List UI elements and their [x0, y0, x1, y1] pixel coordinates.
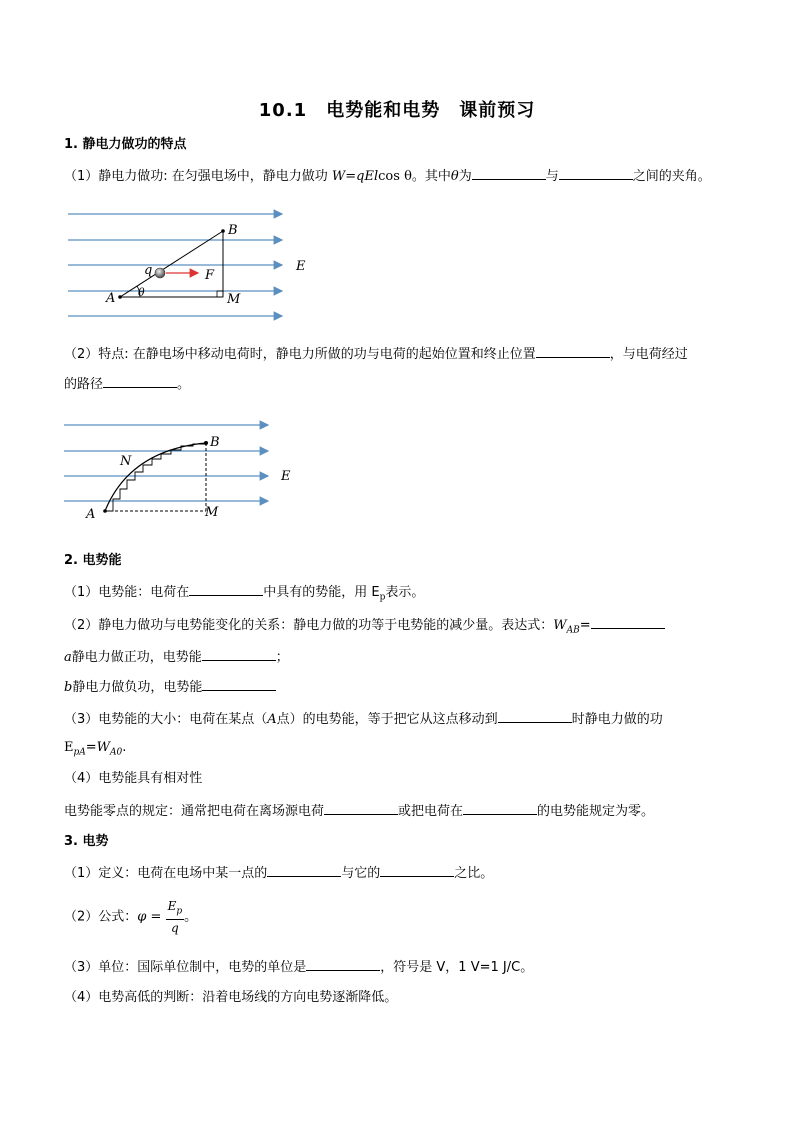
- s2-item-a: a静电力做正功，电势能 ；: [64, 646, 289, 668]
- s1-item-1: （1）静电力做功: 在匀强电场中，静电力做功 W=qElcos θ。其中θ为 与 之间的夹角。: [64, 165, 711, 187]
- label-N: N: [120, 454, 132, 469]
- label-theta: θ: [138, 286, 145, 299]
- s2-item-4: （4）电势能具有相对性: [64, 771, 203, 786]
- field-lines: [68, 214, 282, 316]
- blank-4[interactable]: [103, 373, 177, 388]
- s3-item-2: （2）公式：φ = $\frac{E_p}{q}$ 。: [64, 899, 198, 936]
- section-3-heading: 3. 电势: [64, 834, 109, 849]
- figure-1-uniform-field: [60, 200, 320, 325]
- label-M: M: [205, 505, 219, 520]
- label-A: A: [106, 291, 116, 306]
- section-1-heading: 1. 静电力做功的特点: [64, 137, 187, 152]
- potential-formula: $\frac{E_p}{q}$: [167, 899, 183, 936]
- s2-item-b: b静电力做负功，电势能: [64, 676, 276, 698]
- s2-item-3-line2: $E_{pA}=W_{A0}$.: [64, 740, 127, 758]
- label-E: E: [296, 259, 306, 274]
- s2-item-3-line1: （3）电势能的大小：电荷在某点（A点）的电势能，等于把它从这点移动到 时静电力做的功: [64, 708, 663, 730]
- blank-2[interactable]: [559, 165, 633, 180]
- blank-3[interactable]: [536, 343, 610, 358]
- s1-item-2-line2: 的路径 。: [64, 373, 190, 395]
- s2-item-5: 电势能零点的规定：通常把电荷在离场源电荷 或把电荷在 的电势能规定为零。: [64, 800, 654, 822]
- blank-5[interactable]: [189, 581, 263, 596]
- charge-ball: [155, 268, 165, 278]
- label-M: M: [227, 292, 241, 307]
- blank-8[interactable]: [202, 676, 276, 691]
- label-q: q: [144, 263, 153, 278]
- s3-item-3: （3）单位：国际单位制中，电势的单位是 ，符号是 V，1 V=1 J/C。: [64, 956, 533, 978]
- blank-9[interactable]: [498, 708, 572, 723]
- label-F: F: [205, 268, 215, 283]
- figure-2-path-independence: [60, 415, 320, 525]
- label-A: A: [86, 507, 96, 522]
- blank-12[interactable]: [267, 862, 341, 877]
- s2-item-2: （2）静电力做功与电势能变化的关系：静电力做的功等于电势能的减少量。表达式：$W_{AB}=$: [64, 614, 665, 641]
- s3-item-4: （4）电势高低的判断：沿着电场线的方向电势逐渐降低。: [64, 990, 398, 1005]
- s2-item-1: （1）电势能：电荷在 中具有的势能，用 $E_p$表示。: [64, 581, 424, 608]
- blank-10[interactable]: [324, 800, 398, 815]
- blank-1[interactable]: [472, 165, 546, 180]
- label-E: E: [281, 469, 291, 484]
- s3-item-1: （1）定义：电荷在电场中某一点的 与它的 之比。: [64, 862, 493, 884]
- label-B: B: [228, 223, 238, 238]
- blank-7[interactable]: [202, 646, 276, 661]
- blank-14[interactable]: [306, 956, 380, 971]
- label-B: B: [210, 435, 220, 450]
- s1-item-2-line1: （2）特点: 在静电场中移动电荷时，静电力所做的功与电荷的起始位置和终止位置 ，与电荷经过: [64, 343, 688, 365]
- blank-6[interactable]: [591, 614, 665, 629]
- page-title: 10.1 电势能和电势 课前预习: [258, 100, 536, 121]
- section-2-heading: 2. 电势能: [64, 553, 122, 568]
- blank-11[interactable]: [463, 800, 537, 815]
- blank-13[interactable]: [380, 862, 454, 877]
